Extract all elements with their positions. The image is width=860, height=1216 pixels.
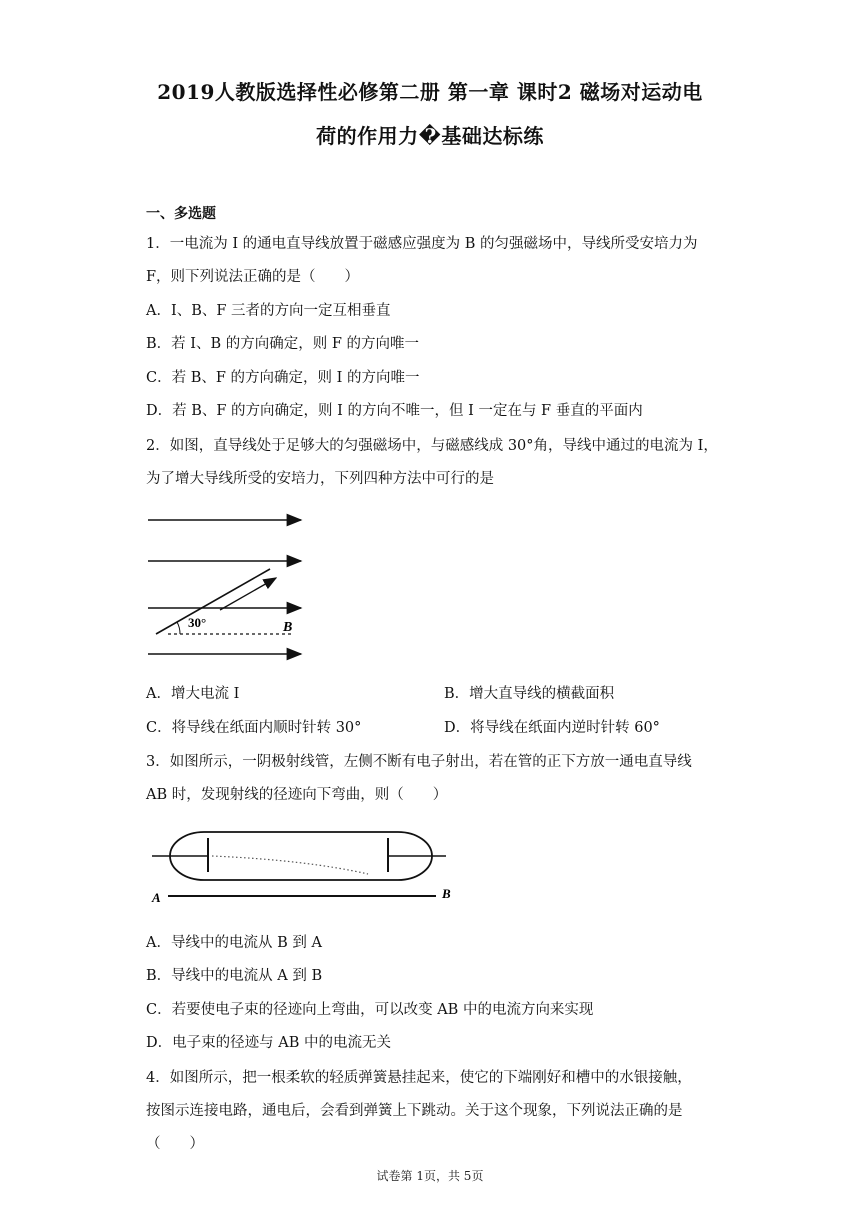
q3-option-a: A．导线中的电流从 B 到 A (146, 935, 322, 951)
q3-option-c: C．若要使电子束的径迹向上弯曲，可以改变 AB 中的电流方向来实现 (146, 1002, 594, 1018)
q3-stem-line1: 3．如图所示，一阴极射线管，左侧不断有电子射出，若在管的正下方放一通电直导线 (146, 754, 692, 770)
q2-option-d: D．将导线在纸面内逆时针转 60° (444, 720, 660, 736)
q2-option-b: B．增大直导线的横截面积 (444, 686, 615, 702)
q3-stem-line2: AB 时，发现射线的径迹向下弯曲，则（ ） (146, 787, 448, 803)
q1-stem-line1: 1．一电流为 I 的通电直导线放置于磁感应强度为 B 的匀强磁场中，导线所受安培力为 (146, 236, 698, 252)
q4-stem-line1: 4．如图所示，把一根柔软的轻质弹簧悬挂起来，使它的下端刚好和槽中的水银接触， (146, 1070, 692, 1086)
q4-stem-line3: （ ） (146, 1136, 204, 1152)
document-title-line2: 荷的作用力�基础达标练 (316, 124, 544, 148)
q1-option-b: B．若 I、B 的方向确定，则 F 的方向唯一 (146, 336, 420, 352)
q3-option-b: B．导线中的电流从 A 到 B (146, 968, 323, 984)
q1-stem-line2: F，则下列说法正确的是（ ） (146, 269, 360, 285)
q1-option-c: C．若 B、F 的方向确定，则 I 的方向唯一 (146, 370, 420, 386)
current-arrow (220, 578, 276, 610)
electron-beam-path (212, 856, 368, 874)
wire-label-b: B (442, 886, 451, 901)
page-footer: 试卷第 1页，共 5页 (376, 1169, 484, 1183)
q2-option-a: A．增大电流 I (146, 686, 240, 702)
q2-stem-line1: 2．如图，直导线处于足够大的匀强磁场中，与磁感线成 30°角，导线中通过的电流为 I， (146, 438, 718, 454)
q2-option-c: C．将导线在纸面内顺时针转 30° (146, 720, 362, 736)
q2-stem-line2: 为了增大导线所受的安培力，下列四种方法中可行的是 (146, 471, 494, 487)
q4-stem-line2: 按图示连接电路，通电后，会看到弹簧上下跳动。关于这个现象，下列说法正确的是 (146, 1103, 683, 1119)
angle-arc (177, 622, 180, 634)
q3-cathode-ray-tube-figure (146, 826, 462, 910)
angle-label: 30° (188, 615, 207, 630)
straight-wire (156, 569, 270, 634)
document-title-line1: 2019人教版选择性必修第二册 第一章 课时2 磁场对运动电 (157, 80, 703, 104)
q1-option-a: A．I、B、F 三者的方向一定互相垂直 (146, 303, 391, 319)
q1-option-d: D．若 B、F 的方向确定，则 I 的方向不唯一，但 I 一定在与 F 垂直的平面内 (146, 403, 643, 419)
q3-option-d: D．电子束的径迹与 AB 中的电流无关 (146, 1035, 391, 1051)
field-label: B (283, 620, 293, 635)
section-heading: 一、多选题 (146, 206, 216, 222)
wire-label-a: A (152, 890, 161, 905)
q2-magnetic-field-figure (146, 510, 308, 662)
